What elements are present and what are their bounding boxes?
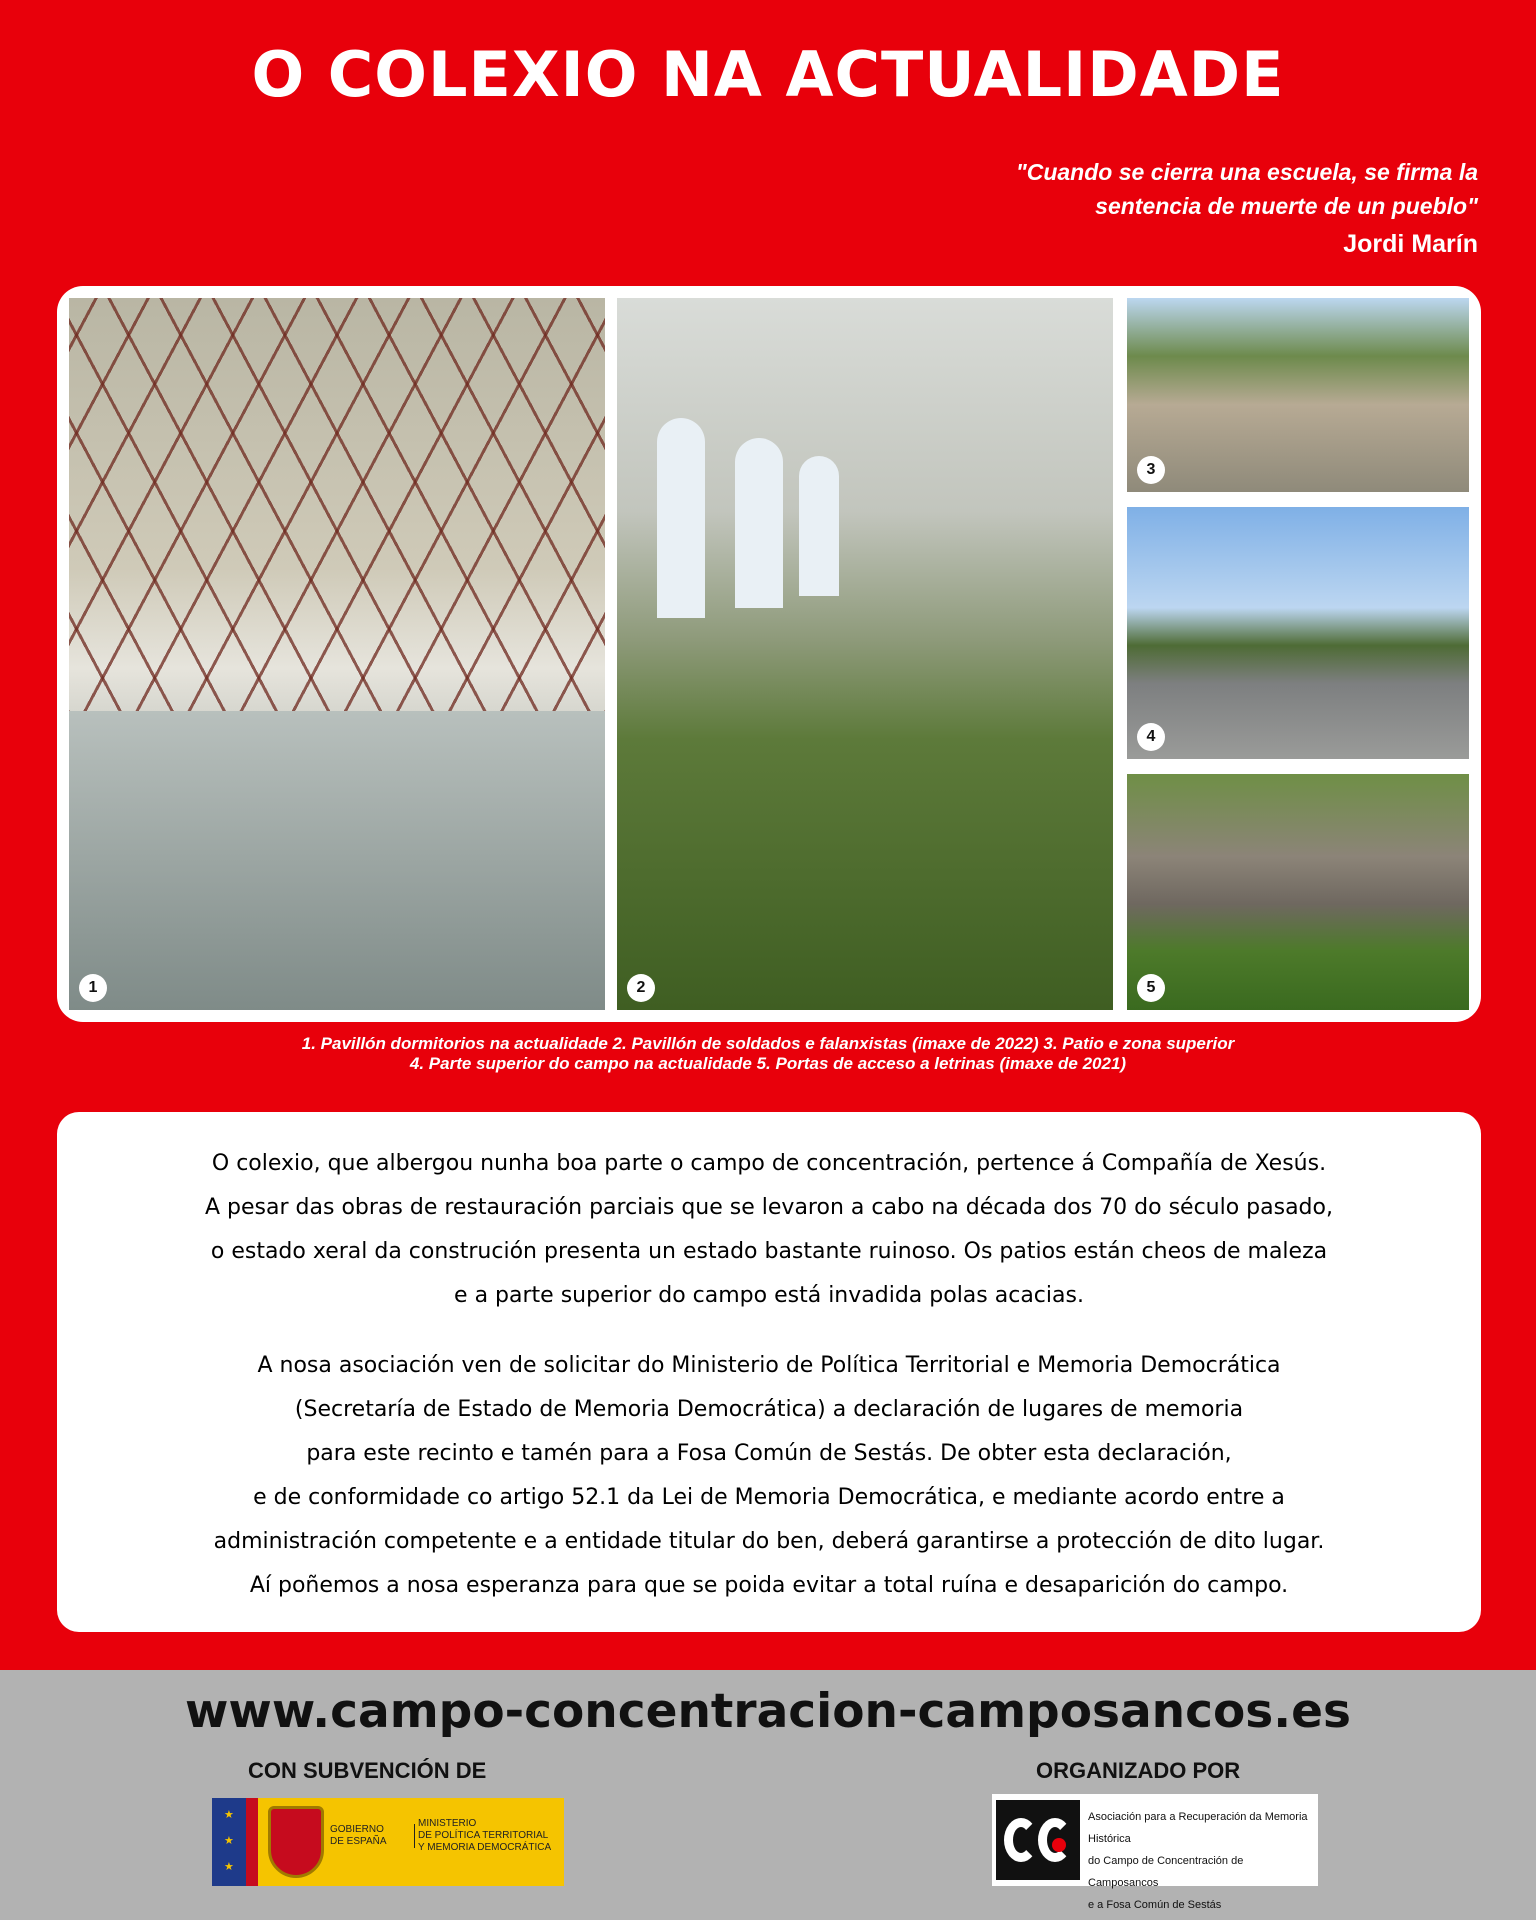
body-text-panel xyxy=(57,1112,1481,1632)
text-line: para este recinto e tamén para a Fosa Común de Sestás. De obter esta declaración, xyxy=(306,1441,1232,1466)
photo-arch xyxy=(735,438,783,608)
photo-number: 3 xyxy=(1137,456,1165,484)
photo-pavilion-dormitories xyxy=(69,298,605,1010)
text-line: A pesar das obras de restauración parciais que se levaron a cabo na década dos 70 do século pasado, xyxy=(205,1195,1333,1220)
ministry-line: DE POLÍTICA TERRITORIAL xyxy=(418,1830,549,1841)
text-line: O colexio, que albergou nunha boa parte o campo de concentración, pertence á Compañía de Xesús. xyxy=(211,1151,1327,1176)
association-logo xyxy=(992,1794,1318,1911)
association-line: Asociación para a Recuperación da Memoria Histórica xyxy=(1088,1811,1308,1845)
photo-courtyard xyxy=(1127,298,1469,492)
association-line: e a Fosa Común de Sestás xyxy=(1088,1899,1222,1911)
coat-of-arms-icon xyxy=(268,1806,324,1878)
association-name xyxy=(1088,1806,1314,1916)
text-line: e a parte superior do campo está invadida polas acacias. xyxy=(454,1283,1084,1308)
photo-soldiers-pavilion xyxy=(617,298,1113,1010)
footer xyxy=(0,1670,1536,1920)
photo-number: 2 xyxy=(627,974,655,1002)
caption-line-2: 4. Parte superior do campo na actualidade 5. Portas de acceso a letrinas (imaxe de 2021) xyxy=(409,1054,1127,1073)
text-line: (Secretaría de Estado de Memoria Democrática) a declaración de lugares de memoria xyxy=(294,1397,1244,1422)
quote xyxy=(778,155,1478,223)
text-line: e de conformidade co artigo 52.1 da Lei de Memoria Democrática, e mediante acordo entre a xyxy=(253,1485,1285,1510)
paragraph-2 xyxy=(117,1344,1421,1608)
photo-number: 1 xyxy=(79,974,107,1002)
text-line: administración competente e a entidade titular do ben, deberá garantirse a protección de dito lugar. xyxy=(213,1529,1325,1554)
paragraph-1 xyxy=(117,1142,1421,1318)
quote-line-1: "Cuando se cierra una escuela, se firma la xyxy=(1015,159,1478,185)
eu-flag-icon: ★ ★ ★ xyxy=(212,1798,246,1886)
photo-arch xyxy=(799,456,839,596)
photo-upper-camp xyxy=(1127,507,1469,759)
gov-line: GOBIERNO xyxy=(330,1824,384,1835)
quote-line-2: sentencia de muerte de un pueblo" xyxy=(1095,193,1478,219)
ministry-line: MINISTERIO xyxy=(418,1818,477,1829)
subvention-label: CON SUBVENCIÓN DE xyxy=(248,1758,487,1783)
photo-arch xyxy=(657,418,705,618)
photo-captions xyxy=(0,1034,1536,1074)
government-name xyxy=(330,1824,415,1848)
association-mark-icon xyxy=(996,1800,1080,1880)
page-title: O COLEXIO NA ACTUALIDADE xyxy=(251,38,1285,111)
ministry-name xyxy=(418,1818,558,1854)
ministry-line: Y MEMORIA DEMOCRÁTICA xyxy=(418,1842,552,1853)
text-line: o estado xeral da construción presenta un estado bastante ruinoso. Os patios están cheos de maleza xyxy=(210,1239,1328,1264)
text-line: Aí poñemos a nosa esperanza para que se poida evitar a total ruína e desaparición do campo. xyxy=(249,1573,1289,1598)
flag-stripe xyxy=(246,1798,258,1886)
quote-author: Jordi Marín xyxy=(1343,230,1478,258)
photo-number: 4 xyxy=(1137,723,1165,751)
organizer-label: ORGANIZADO POR xyxy=(1036,1758,1241,1783)
letter-c-shape xyxy=(1004,1818,1038,1862)
caption-line-1: 1. Pavillón dormitorios na actualidade 2. Pavillón de soldados e falanxistas (imaxe de 2022) 3. Patio e zona superior xyxy=(301,1034,1235,1053)
government-logo xyxy=(212,1798,564,1886)
gov-line: DE ESPAÑA xyxy=(330,1836,387,1847)
photo-latrine-doors xyxy=(1127,774,1469,1010)
website-url[interactable]: www.campo-concentracion-camposancos.es xyxy=(185,1684,1351,1739)
text-line: A nosa asociación ven de solicitar do Ministerio de Política Territorial e Memoria Democrática xyxy=(257,1353,1281,1378)
association-line: do Campo de Concentración de Camposancos xyxy=(1088,1855,1244,1889)
photo-number: 5 xyxy=(1137,974,1165,1002)
photo-gallery xyxy=(57,286,1481,1022)
red-dot xyxy=(1052,1838,1066,1852)
photo-floor xyxy=(69,711,605,1010)
